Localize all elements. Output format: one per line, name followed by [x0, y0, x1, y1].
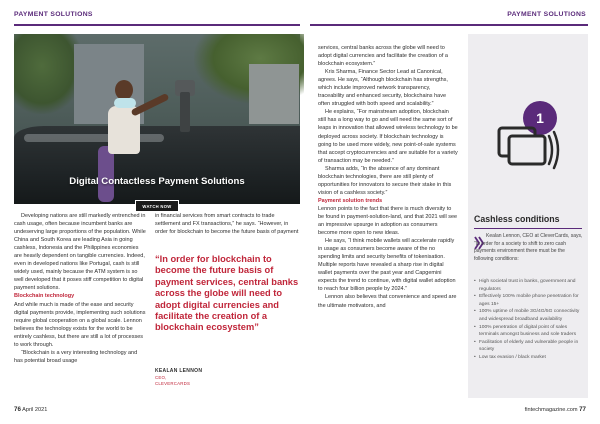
list-item: • 100% penetration of digital point of sales terminals amongst business and sole traders [474, 324, 584, 339]
body-paragraph: He says, “I think mobile wallets will accelerate rapidly in usage as consumers become aware of the no spending limits and security benefits of tokenisation. Multiple reports have revealed a sharp rise in digital wallet payments over the past year and Capgemini expects the trend to continue, with digital wallet adoption to reach four billion people by 2024.” [318, 238, 456, 293]
hero-building [249, 64, 299, 124]
body-paragraph: Lennon points to the fact that there is much diversity to be found in payment-solution-land, and that 2021 will see an impressive upsurge in adoption as consumers become more open to new ideas. [318, 205, 458, 237]
article-column-2 [155, 212, 300, 236]
sidebar-intro [474, 233, 584, 263]
yoga-mat [98, 146, 114, 202]
header-rule-left [14, 24, 300, 26]
section-header-right: PAYMENT SOLUTIONS [507, 11, 586, 18]
quote-attribution-role: CEO, [155, 375, 167, 380]
page-number-right: 77 [579, 406, 586, 413]
hero-video-image[interactable] [14, 34, 300, 209]
body-paragraph: services, central banks across the globe will need to adopt digital currencies and facilitate the creation of a blockchain ecosystem.” [318, 45, 448, 68]
quote-attribution-company: CLEVERCARDS [155, 381, 191, 386]
subheading-blockchain: Blockchain technology [14, 293, 75, 300]
body-paragraph: He explains, “For mainstream adoption, blockchain still has a long way to go and will need the same sort of leaps in innovation that allowed wireless technology to be deployed across society. If blockchain technology is going to be used more widely, new point-of-sale systems that accept cryptocurrencies and are suitable for a variety of transaction may be needed.” [318, 109, 458, 164]
parking-meter [180, 92, 190, 132]
sidebar-rule [474, 228, 582, 229]
site-url[interactable]: fintechmagazine.com [524, 407, 578, 413]
page-number-left: 76 [14, 406, 21, 413]
sidebar-intro-text: Kealan Lennon, CEO at CleverCards, says, “In order for a society to shift to zero cash payments environment there must be the following conditions: [474, 233, 583, 262]
sidebar-title: Cashless conditions [474, 214, 560, 224]
body-paragraph: in financial services from smart contracts to trade settlement and FX transactions,” he says. “However, in order for blockchain to become the future basis of payment [155, 213, 299, 236]
body-paragraph: Developing nations are still markedly entrenched in cash usage, often because incumbent banks are undeserving large proportions of the population. While China and South Korea are leading Asia in going cashless, Indonesia and the Philippines economies are heavily dependent on tangible currencies. Indeed, even in developed nations like Portugal, cash is still widely used, mainly because the ATM system is so well developed that it poses stiff competition to digital payment solutions. [14, 213, 146, 292]
issue-date: April 2021 [22, 407, 48, 413]
section-header-left: PAYMENT SOLUTIONS [14, 11, 93, 18]
list-item: • 100% uptime of mobile 3G/4G/5G connectivity and widespread broadband availability [474, 308, 584, 323]
woman-arm [130, 93, 169, 117]
contactless-cards-icon [489, 100, 569, 180]
article-column-1 [14, 212, 146, 365]
quote-attribution-name: KEALAN LENNON [155, 368, 203, 374]
conditions-list [474, 278, 584, 362]
body-paragraph: Sharma adds, “In the absence of any dominant blockchain technologies, there are still plenty of opportunities for innovators to secure their stake in this vision of a cashless society.” [318, 165, 452, 196]
footer-right [525, 406, 586, 413]
header-rule-right [310, 24, 588, 26]
list-item: • Facilitation of elderly and vulnerable people in society [474, 339, 584, 354]
watch-now-button[interactable]: WATCH NOW [135, 200, 179, 212]
list-item: • Effectively 100% mobile phone penetration for ages 15+ [474, 293, 584, 308]
pull-quote: “In order for blockchain to become the future basis of payment services, central banks across the globe will need to adopt digital currencies and facilitate the creation of a blockchain ecosystem” [155, 254, 299, 333]
body-paragraph: Lennon also believes that convenience and speed are the ultimate motivators, and [318, 294, 457, 309]
hero-title: Digital Contactless Payment Solutions [69, 176, 245, 187]
badge-number: 1 [536, 110, 544, 126]
list-item: • Low tax evasion / black market [474, 354, 584, 362]
body-paragraph: And while much is made of the ease and security digital payments provide, implementing such solutions require global cooperation on a global scale. Lennon believes the technology exists for the world to be entirely cashless, but there are still a lot of processes to work through. [14, 301, 146, 348]
cards-icon [489, 100, 569, 180]
article-column-3 [318, 44, 458, 310]
footer-left [14, 406, 47, 413]
list-item: • High societal trust in banks, government and regulators [474, 278, 584, 293]
woman-scarf [114, 98, 136, 108]
body-paragraph: Kris Sharma, Finance Sector Lead at Canonical, agrees. He says, “Although blockchain has strengths, which include improved network transparency, traceability and enhanced security, blockchains have often struggled with both speed and scalability.” [318, 69, 448, 108]
woman-head [115, 80, 133, 100]
body-paragraph: “Blockchain is a very interesting technology and has potential broad usage [14, 349, 138, 364]
subheading-payment-trends: Payment solution trends [318, 197, 383, 204]
